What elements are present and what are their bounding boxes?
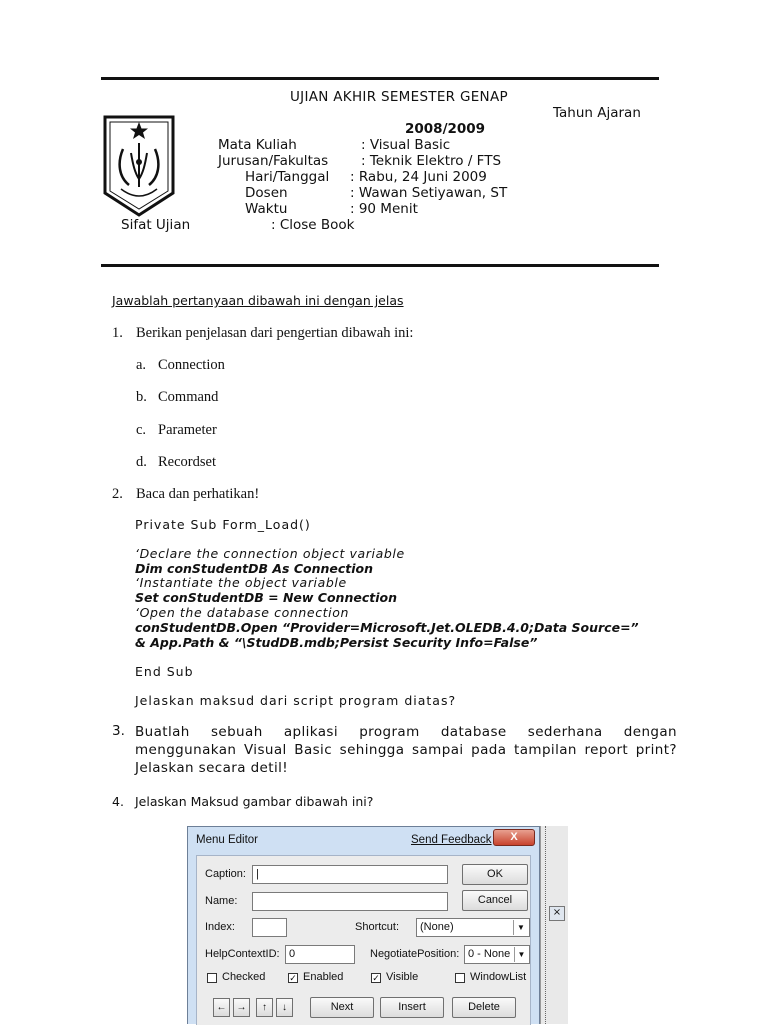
menu-editor-window (187, 826, 540, 1024)
q1-text: Berikan penjelasan dari pengertian dibawah ini: (136, 325, 414, 341)
q2-question: Jelaskan maksud dari script program diatas? (135, 693, 457, 708)
q1-item-c: Parameter (158, 422, 217, 438)
index-input[interactable] (252, 918, 287, 937)
background-window (540, 826, 568, 1024)
sifat-ujian-label: Sifat Ujian (121, 217, 191, 233)
mata-kuliah-label: Mata Kuliah (218, 137, 297, 153)
q1-item-b: Command (158, 389, 219, 405)
q3-number: 3. (112, 723, 125, 739)
enabled-label: Enabled (303, 971, 344, 983)
enabled-checkbox[interactable]: ✓ (289, 973, 297, 983)
q2-number: 2. (112, 486, 123, 502)
q2-text: Baca dan perhatikan! (136, 486, 260, 502)
dosen-label: Dosen (245, 185, 288, 201)
next-button[interactable]: Next (310, 997, 374, 1018)
windowlist-label: WindowList (470, 971, 527, 983)
negotiateposition-select[interactable] (464, 945, 530, 964)
name-label: Name: (205, 895, 238, 907)
code-sub-end: End Sub (135, 664, 194, 679)
q1-number: 1. (112, 325, 123, 341)
background-window-dots (545, 826, 547, 1024)
index-label: Index: (205, 921, 235, 933)
q3-text: Buatlah sebuah aplikasi program database sederhana dengan menggunakan Visual Basic sehingga sampai pada tampilan report print? Jelaskan secara detil! (135, 724, 677, 776)
q1-item-b-letter: b. (136, 389, 147, 405)
helpcontextid-input[interactable]: 0 (285, 945, 355, 964)
chevron-down-icon[interactable]: ▼ (513, 920, 528, 935)
q1-item-a: Connection (158, 357, 225, 373)
delete-button[interactable]: Delete (452, 997, 516, 1018)
shortcut-select[interactable] (416, 918, 530, 937)
code-line-2: Set conStudentDB = New Connection (135, 590, 397, 605)
q4-text: Jelaskan Maksud gambar dibawah ini? (135, 794, 374, 809)
code-comment-1: ‘Declare the connection object variable (135, 546, 405, 561)
hari-tanggal-value: : Rabu, 24 Juni 2009 (350, 169, 487, 185)
shortcut-value: (None) (420, 921, 454, 933)
q4-number: 4. (112, 794, 124, 809)
checked-label: Checked (222, 971, 266, 983)
menu-editor-title: Menu Editor (196, 834, 259, 846)
visible-label: Visible (386, 971, 419, 983)
mata-kuliah-value: : Visual Basic (361, 137, 451, 153)
header-bottom-rule (101, 264, 659, 267)
windowlist-checkbox[interactable] (455, 973, 465, 983)
checked-checkbox[interactable] (207, 973, 217, 983)
menu-editor-body (196, 855, 531, 1025)
close-icon[interactable]: X (493, 829, 535, 846)
background-close-icon: × (549, 906, 565, 921)
insert-button[interactable]: Insert (380, 997, 444, 1018)
code-comment-3: ‘Open the database connection (135, 605, 350, 620)
negotiateposition-label: NegotiatePosition: (370, 948, 460, 960)
waktu-value: : 90 Menit (350, 201, 418, 217)
negotiateposition-value: 0 - None (468, 948, 511, 960)
move-down-icon[interactable]: ↓ (276, 998, 293, 1017)
chevron-down-icon[interactable]: ▼ (514, 947, 528, 962)
caption-label: Caption: (205, 868, 246, 880)
cancel-button[interactable]: Cancel (462, 890, 528, 911)
shortcut-label: Shortcut: (355, 921, 400, 933)
move-left-icon[interactable]: ← (213, 998, 230, 1017)
instruction: Jawablah pertanyaan dibawah ini dengan jelas (112, 293, 404, 308)
code-line-3: conStudentDB.Open “Provider=Microsoft.Jet.OLEDB.4.0;Data Source=” (135, 620, 639, 635)
dosen-value: : Wawan Setiyawan, ST (350, 185, 508, 201)
move-right-icon[interactable]: → (233, 998, 250, 1017)
q1-item-d-letter: d. (136, 454, 147, 470)
ok-button[interactable]: OK (462, 864, 528, 885)
code-sub-start: Private Sub Form_Load() (135, 517, 311, 532)
code-comment-2: ‘Instantiate the object variable (135, 575, 347, 590)
academic-year: 2008/2009 (405, 121, 486, 137)
code-line-4: & App.Path & “\StudDB.mdb;Persist Security Info=False” (135, 635, 538, 650)
tahun-ajaran-label: Tahun Ajaran (553, 105, 641, 121)
send-feedback-link[interactable]: Send Feedback (411, 834, 492, 846)
name-input[interactable] (252, 892, 448, 911)
visible-checkbox[interactable]: ✓ (372, 973, 380, 983)
code-line-1: Dim conStudentDB As Connection (135, 561, 374, 576)
waktu-label: Waktu (245, 201, 288, 217)
q1-item-d: Recordset (158, 454, 216, 470)
move-up-icon[interactable]: ↑ (256, 998, 273, 1017)
helpcontextid-label: HelpContextID: (205, 948, 280, 960)
q1-item-c-letter: c. (136, 422, 147, 438)
jurusan-label: Jurusan/Fakultas (218, 153, 329, 169)
q1-item-a-letter: a. (136, 357, 147, 373)
exam-title: UJIAN AKHIR SEMESTER GENAP (290, 89, 508, 105)
jurusan-value: : Teknik Elektro / FTS (361, 153, 502, 169)
university-logo-icon (103, 115, 175, 217)
caption-input[interactable]: | (252, 865, 448, 884)
sifat-ujian-value: : Close Book (271, 217, 355, 233)
hari-tanggal-label: Hari/Tanggal (245, 169, 330, 185)
header-top-rule (101, 77, 659, 80)
